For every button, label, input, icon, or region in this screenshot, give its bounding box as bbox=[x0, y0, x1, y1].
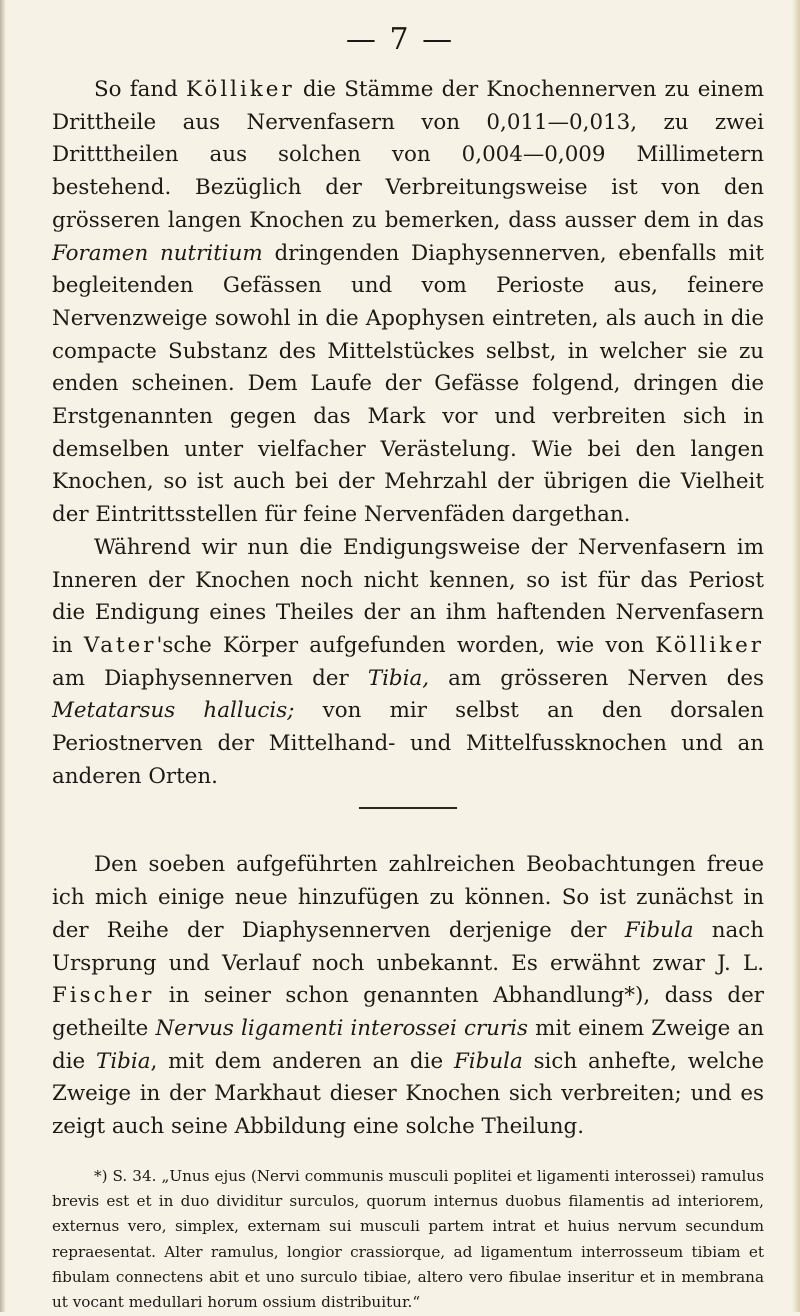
paragraph-new-observations bbox=[52, 849, 764, 1143]
latin-term-tibia: Tibia bbox=[96, 1048, 151, 1074]
author-name-vater: Vater bbox=[83, 632, 157, 658]
latin-term-metatarsus-hallucis: Metatarsus hallucis; bbox=[52, 698, 295, 724]
page-edge-shadow-right bbox=[792, 0, 800, 1312]
text-run: von mir selbst an den dorsalen Periostnerven der Mittelhand- und Mittelfussknochen und an anderen Orten. bbox=[52, 698, 764, 789]
author-name-koelliker: Kölliker bbox=[186, 77, 295, 102]
latin-term-fibula: Fibula bbox=[624, 917, 694, 943]
footnote: *) S. 34. „Unus ejus (Nervi communis musculi poplitei et ligamenti interossei) ramulus brevis est et in duo dividitur surculos, quorum internus duobus filamentis ad interiorem, externus vero, simplex, externam sui musculi partem intrat et huius nervum secundum repraesentat. Alter ramulus, longior crassiorque, ad ligamentum interrosseum tibiam et fibulam connectens abit et uno surculo tibiae, altero vero fibulae inseritur et in membrana ut vocant medullari horum ossium distribuitur.“ bbox=[52, 1166, 764, 1312]
text-run: in seiner schon genannten Abhandlung*), dass der getheilte bbox=[52, 983, 764, 1041]
text-run: am grösseren Nerven des bbox=[429, 665, 765, 691]
text-run: nach Ursprung und Verlauf noch unbekannt. Es erwähnt zwar J. L. bbox=[52, 917, 764, 976]
latin-term-foramen-nutritium: Foramen nutritium bbox=[52, 240, 263, 266]
paragraph-periost-endings bbox=[52, 532, 764, 794]
latin-term-fibula: Fibula bbox=[453, 1048, 523, 1074]
page-body bbox=[52, 74, 764, 1316]
text-run: dringenden Diaphysennerven, ebenfalls mit begleitenden Gefässen und vom Perioste aus, feinere Nervenzweige sowohl in die Apophysen eintreten, als auch in die compacte Substanz des Mittelstückes selbst, in welcher sie zu enden scheinen. Dem Laufe der Gefässe folgend, dringen die Erstgenannten gegen das Mark vor und verbreiten sich in demselben unter vielfacher Verästelung. Wie bei den langen Knochen, so ist auch bei der Mehrzahl der übrigen die Vielheit der Eintrittsstellen für feine Nervenfäden dargethan. bbox=[52, 240, 764, 528]
author-name-koelliker: Kölliker bbox=[655, 632, 764, 658]
text-run: So fand bbox=[94, 77, 187, 102]
text-run: 'sche Körper aufgefunden worden, wie von bbox=[156, 632, 656, 658]
page-number: — 7 — bbox=[345, 22, 455, 57]
text-run: Während wir nun die Endigungsweise der Nervenfasern im Inneren der Knochen noch nicht kennen, so ist für das Periost die Endigung eines Theiles der an ihm haftenden Nervenfasern in bbox=[52, 534, 764, 658]
latin-term-nervus-ligamenti: Nervus ligamenti interossei cruris bbox=[155, 1015, 528, 1041]
author-name-fischer: Fischer bbox=[52, 983, 155, 1009]
text-run: sich anhefte, welche Zweige in der Markhaut dieser Knochen sich verbreiten; und es zeigt auch seine Abbildung eine solche Theilung. bbox=[52, 1048, 764, 1140]
latin-term-tibia: Tibia, bbox=[367, 665, 430, 691]
section-divider bbox=[359, 807, 457, 809]
text-run: mit einem Zweige an die bbox=[52, 1015, 764, 1074]
page-edge-shadow-left bbox=[0, 0, 6, 1312]
text-run: Den soeben aufgeführten zahlreichen Beobachtungen freue ich mich einige neue hinzufügen zu können. So ist zunächst in der Reihe der Diaphysennerven derjenige der bbox=[52, 852, 764, 943]
text-run: die Stämme der Knochennerven zu einem Drittheile aus Nervenfasern von 0,011—0,013, zu zwei Dritttheilen aus solchen von 0,004—0,009 Millimetern bestehend. Bezüglich der Verbreitungsweise ist von den grösseren langen Knochen zu bemerken, dass ausser dem in das bbox=[52, 77, 764, 233]
text-run: , mit dem anderen an die bbox=[150, 1048, 454, 1074]
paragraph-koelliker-findings bbox=[52, 74, 764, 532]
text-run: am Diaphysennerven der bbox=[52, 665, 368, 691]
